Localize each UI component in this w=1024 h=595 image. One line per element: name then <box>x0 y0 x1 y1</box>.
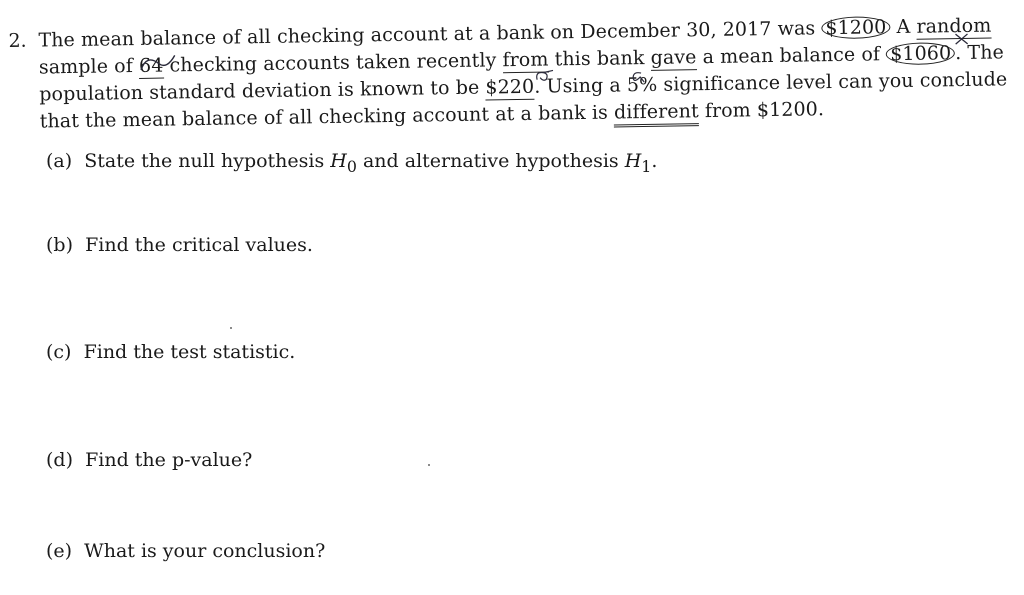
part-text: Find the p-value? <box>85 449 253 471</box>
part-label: (a) <box>46 150 73 172</box>
circled-amount-1060: $1060 <box>886 42 955 65</box>
pen-annotation-sigma-icon <box>533 67 555 83</box>
underlined-random: random <box>916 14 992 38</box>
part-text: . <box>651 150 658 172</box>
part-text: State the null hypothesis <box>84 150 331 172</box>
underlined-gave: gave <box>650 46 697 69</box>
part-text: Find the critical values. <box>85 234 313 256</box>
part-e <box>46 540 325 562</box>
part-label: (c) <box>46 341 72 363</box>
text-run: . Using a 5% significance level can you conclude <box>534 68 1008 98</box>
part-label: (e) <box>46 540 73 562</box>
underlined-sample-size: 64 <box>138 54 164 77</box>
question-number: 2. <box>8 29 27 52</box>
pen-annotation-x-icon <box>952 31 972 47</box>
text-run: sample of <box>38 54 140 79</box>
underlined-from: from <box>502 48 549 72</box>
alt-hypothesis-symbol: H <box>624 150 642 172</box>
pen-annotation-checkmark-icon <box>139 49 179 80</box>
underlined-sigma: $220 <box>485 75 535 99</box>
text-run: A <box>890 15 917 39</box>
part-text: Find the test statistic. <box>83 341 296 363</box>
problem-2 <box>8 0 1008 133</box>
part-label: (b) <box>46 234 73 256</box>
circled-amount-1200: $1200 <box>821 16 890 39</box>
part-label: (d) <box>46 449 73 471</box>
pen-annotation-alpha-icon <box>629 70 647 84</box>
stray-dot <box>428 464 430 466</box>
part-d <box>46 449 252 471</box>
part-a <box>46 150 657 176</box>
part-c <box>46 341 295 363</box>
text-run: a mean balance of <box>696 43 887 69</box>
text-run: . The <box>955 41 1005 65</box>
text-run: checking accounts taken recently <box>163 49 503 77</box>
part-b <box>46 234 313 256</box>
text-run: from $1200. <box>698 98 825 123</box>
null-hypothesis-symbol: H <box>330 150 347 172</box>
text-run: population standard deviation is known to be <box>39 76 486 106</box>
text-run: this bank <box>548 46 651 71</box>
null-hypothesis-subscript: 0 <box>346 156 357 176</box>
text-run: that the mean balance of all checking account at a bank is <box>39 101 615 133</box>
part-text: What is your conclusion? <box>84 540 326 562</box>
stray-dot <box>230 327 232 329</box>
part-text: and alternative hypothesis <box>356 150 625 172</box>
double-underlined-different: different <box>614 100 699 127</box>
alt-hypothesis-subscript: 1 <box>641 156 652 176</box>
text-run: The mean balance of all checking account at a bank on December 30, 2017 was <box>38 17 822 52</box>
